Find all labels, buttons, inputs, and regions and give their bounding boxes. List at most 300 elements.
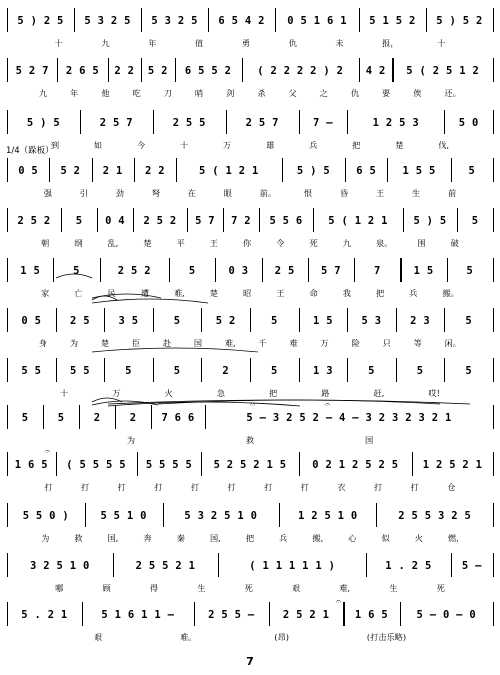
jianpu-notes: 5 3 2 5: [84, 14, 131, 27]
lyric-line: [13, 581, 487, 595]
lyric-char: 勇: [241, 37, 250, 48]
jianpu-notes: 2 5 2: [117, 264, 151, 277]
lyric-char: 破: [450, 237, 459, 248]
jianpu-notes: 5 0: [458, 116, 479, 129]
lyric-char: 路: [321, 387, 330, 398]
lyric-char: 打: [190, 481, 200, 492]
jianpu-notes: 1 6 5: [14, 458, 48, 471]
measure: [313, 208, 403, 234]
jianpu-notes: 5 2: [147, 64, 168, 77]
measure: [201, 452, 298, 478]
lyric-char: 万: [112, 387, 121, 398]
lyric-char: (昂): [274, 631, 289, 642]
lyric-char: 赶,: [373, 387, 385, 398]
jianpu-notes: 1 5 5: [402, 164, 436, 177]
lyric-char: 兵: [309, 139, 318, 150]
lyric-char: 要: [382, 87, 391, 98]
jianpu-notes: 2 5 5 2 1: [135, 559, 196, 572]
score-system: [0, 258, 500, 304]
barline: [493, 405, 494, 429]
measure: [153, 110, 226, 136]
measure: [49, 158, 91, 184]
jianpu-notes: 2 5 2: [17, 214, 51, 227]
jianpu-notes: 6 5 4 2: [218, 14, 265, 27]
lyric-char: 乱,: [107, 237, 119, 248]
lyric-char: 九: [38, 87, 48, 98]
lyric-char: 艰: [291, 582, 301, 593]
lyric-line: [13, 433, 487, 447]
jianpu-notes: 1 2 5 3: [372, 116, 419, 129]
lyric-char: 眼: [223, 187, 232, 198]
jianpu-notes: 1 5: [312, 314, 333, 327]
jianpu-notes: 5 1 5 2: [369, 14, 416, 27]
lyric-char: 昭: [243, 287, 252, 298]
lyric-char: 得: [149, 582, 159, 593]
lyric-char: 命: [309, 287, 318, 298]
lyric-char: 只: [382, 337, 391, 348]
jianpu-notes: 1 2 5 1 0: [297, 509, 358, 522]
lyric-char: 为: [126, 434, 136, 445]
jianpu-notes: 2 5 2 1: [282, 608, 330, 621]
lyric-char: 仇: [288, 37, 297, 48]
lyric-char: 九: [342, 237, 351, 248]
measure: [347, 308, 396, 334]
jianpu-notes: 0 3: [228, 264, 249, 277]
measure: [359, 58, 393, 84]
lyric-char: 死: [436, 582, 445, 593]
jianpu-notes: 5 3: [361, 314, 382, 327]
jianpu-notes: 5 ) 5: [26, 116, 60, 129]
measure: [7, 358, 56, 384]
jianpu-notes: 2: [93, 411, 101, 424]
lyric-char: 闲。: [444, 337, 461, 348]
jianpu-notes: 7 –: [312, 116, 333, 129]
measure: [451, 553, 493, 579]
jianpu-notes: 5 ) 5: [413, 214, 447, 227]
jianpu-notes: 5: [57, 411, 65, 424]
measure: [7, 308, 56, 334]
lyric-char: 还。: [444, 87, 461, 98]
lyric-char: 打: [410, 481, 419, 492]
lyric-char: 搬。: [442, 287, 459, 298]
lyric-char: 难。: [180, 631, 197, 642]
measure: [299, 110, 348, 136]
barline: [493, 452, 494, 476]
measure: [262, 258, 308, 284]
measure: [176, 158, 282, 184]
jianpu-notes: 2 5 5: [172, 116, 206, 129]
lyric-char: 国: [193, 337, 203, 348]
jianpu-notes: 5 5 6: [269, 214, 303, 227]
jianpu-notes: 5: [465, 314, 472, 327]
jianpu-notes: 5 ( 1 2 1: [199, 164, 259, 177]
jianpu-notes: ( 1 1 1 1 1 ): [249, 559, 336, 572]
measure: [141, 8, 208, 34]
measure: [444, 358, 493, 384]
lyric-char: 国: [364, 434, 374, 445]
lyric-char: 民: [107, 287, 116, 298]
barline: [493, 110, 494, 134]
score-system: [0, 602, 500, 648]
measure: [7, 58, 57, 84]
fermata-mark: 𝄐: [336, 597, 342, 607]
lyric-char: 雄: [266, 139, 275, 150]
measure: [133, 208, 187, 234]
jianpu-notes: 1 3: [312, 364, 333, 377]
jianpu-notes: 5: [188, 264, 196, 277]
jianpu-notes: 5 3 2 5: [151, 14, 198, 27]
jianpu-notes: 5: [173, 364, 181, 377]
jianpu-notes: 5: [125, 364, 132, 377]
lyric-char: 救: [74, 532, 83, 543]
lyric-char: 围: [417, 237, 426, 248]
jianpu-notes: 2 5 7: [99, 116, 133, 129]
jianpu-notes: 5 2 5 2 1 5: [213, 458, 287, 471]
lyric-char: 万: [320, 337, 329, 348]
lyric-char: 等: [413, 337, 422, 348]
jianpu-notes: 5: [75, 214, 83, 227]
measure: [444, 308, 493, 334]
lyric-char: 国,: [209, 532, 221, 543]
jianpu-notes: 5: [73, 264, 80, 277]
lyric-char: 哎!: [428, 387, 440, 398]
lyric-char: 哪: [55, 582, 64, 593]
lyric-char: 似: [381, 532, 390, 543]
jianpu-notes: 0 2 1 2 5 2 5: [312, 458, 399, 471]
jianpu-notes: 5 ( 1 2 1: [328, 214, 388, 227]
lyric-char: 今: [136, 139, 146, 150]
lyric-char: 楚: [209, 287, 218, 298]
lyric-char: 难,: [339, 582, 351, 593]
lyric-line: [13, 86, 487, 100]
lyric-char: 十: [60, 387, 69, 398]
measure: [201, 308, 250, 334]
measure: [153, 358, 202, 384]
lyric-char: 打: [227, 481, 236, 492]
jianpu-notes: 1 5: [20, 264, 41, 277]
measure: [354, 258, 400, 284]
measure: [447, 258, 493, 284]
jianpu-notes: 5: [21, 411, 29, 424]
lyric-char: 衣: [337, 481, 346, 492]
barline: [493, 8, 494, 32]
lyric-line: [13, 386, 487, 400]
measure: [259, 208, 313, 234]
lyric-char: 顾: [102, 582, 111, 593]
lyric-char: 你: [243, 237, 252, 248]
lyric-char: 前: [447, 187, 457, 198]
jianpu-notes: 7: [373, 264, 381, 277]
jianpu-notes: 0 4: [105, 214, 125, 227]
measure: [345, 158, 387, 184]
measure: [226, 110, 299, 136]
jianpu-notes: 1 2 5 2 1: [422, 458, 483, 471]
jianpu-notes: 1 6 5: [354, 608, 389, 621]
fermata-mark: 𝄐: [45, 447, 51, 457]
lyric-char: 王: [375, 187, 385, 198]
lyric-line: [13, 186, 487, 200]
score-system: [0, 208, 500, 254]
jianpu-notes: 2 5 5 –: [208, 608, 255, 621]
measure: [457, 208, 493, 234]
score-system: [0, 8, 500, 54]
lyric-char: 值: [194, 37, 204, 48]
barline: [493, 308, 494, 332]
lyric-char: 救: [245, 434, 255, 445]
measure: [92, 158, 134, 184]
lyric-char: 纲: [74, 237, 83, 248]
measure: [163, 503, 280, 529]
jianpu-notes: 5 7: [195, 214, 215, 227]
jianpu-notes: 2 5: [274, 264, 295, 277]
lyric-char: 劲: [115, 187, 124, 198]
lyric-char: 把: [352, 139, 361, 150]
jianpu-notes: 6 5: [356, 164, 377, 177]
lyric-char: 奔: [143, 532, 152, 543]
lyric-char: 引: [79, 187, 88, 198]
lyric-char: 杀: [257, 87, 266, 98]
jianpu-notes: 5 . 2 1: [21, 608, 68, 621]
measure: [7, 158, 49, 184]
jianpu-notes: 7 6 6: [161, 411, 195, 424]
lyric-char: 剑: [226, 87, 235, 98]
lyric-char: 泉。: [375, 237, 393, 248]
measure: [403, 208, 457, 234]
lyric-char: 打: [374, 481, 383, 492]
jianpu-notes: 5 5 5 5: [145, 458, 193, 471]
jianpu-notes: 2 6 5: [65, 64, 99, 77]
lyric-char: 弩: [151, 187, 160, 198]
measure: [387, 158, 450, 184]
lyric-char: 伐,: [438, 139, 450, 150]
score-system: [0, 405, 500, 451]
jianpu-notes: 2 5 5 3 2 5: [398, 509, 472, 522]
lyric-char: 火: [414, 532, 423, 543]
measure: [223, 208, 259, 234]
jianpu-notes: 5: [416, 364, 424, 377]
jianpu-notes: 0 5: [21, 314, 42, 327]
measure: [269, 602, 344, 628]
jianpu-notes: 5 5 0 ): [22, 509, 70, 522]
page-number: 7: [246, 655, 254, 668]
measure: [7, 602, 82, 628]
jianpu-notes: 5: [270, 364, 278, 377]
measure: [376, 503, 493, 529]
lyric-line: [13, 36, 487, 50]
lyric-char: 强: [43, 187, 52, 198]
measure: [7, 208, 61, 234]
score-system: [0, 452, 500, 498]
measure: [74, 8, 141, 34]
lyric-char: 他: [101, 87, 110, 98]
measure: [242, 58, 359, 84]
lyric-char: 王: [276, 287, 285, 298]
lyric-char: 报，: [382, 37, 399, 48]
lyric-char: 臣: [131, 337, 141, 348]
jianpu-notes: 5 2: [215, 314, 236, 327]
jianpu-notes: 5: [465, 364, 472, 377]
jianpu-notes: ( 5 5 5 5: [66, 458, 126, 471]
measure: [85, 503, 163, 529]
measure: [400, 258, 446, 284]
measure: [79, 405, 115, 431]
lyric-char: 把: [375, 287, 385, 298]
score-system: [0, 503, 500, 549]
jianpu-notes: 5 –: [461, 559, 482, 572]
measure: [396, 308, 445, 334]
lyric-char: 俟: [413, 87, 422, 98]
measure: [205, 405, 493, 431]
lyric-char: 九: [101, 37, 110, 48]
lyric-line: [13, 630, 487, 644]
lyric-char: 昏: [339, 187, 349, 198]
measure: [392, 58, 493, 84]
jianpu-notes: 1 . 2 5: [385, 559, 432, 572]
measure: [451, 158, 493, 184]
measure: [194, 602, 269, 628]
barline: [493, 553, 494, 577]
jianpu-notes: 7 2: [231, 214, 251, 227]
lyric-char: 千: [258, 337, 267, 348]
lyric-char: 艰: [93, 631, 103, 642]
tempo-marking: 1/4（跺板）: [6, 146, 54, 156]
jianpu-notes: 2 5 2: [143, 214, 177, 227]
measure: [299, 452, 412, 478]
fermata-mark: 𝄐: [250, 400, 256, 410]
jianpu-notes: 5 2 7: [15, 64, 49, 77]
lyric-char: 之: [319, 87, 328, 98]
lyric-char: 急: [216, 387, 225, 398]
lyric-char: 仓: [447, 481, 456, 492]
lyric-char: 为: [41, 532, 50, 543]
measure: [7, 8, 74, 34]
jianpu-notes: 4 2: [365, 64, 386, 77]
measure: [426, 8, 493, 34]
lyric-char: 前。: [259, 187, 277, 198]
measure: [250, 358, 299, 384]
jianpu-notes: 5: [471, 214, 479, 227]
jianpu-notes: 5 ) 2 5: [17, 14, 64, 27]
jianpu-notes: 2 5 7: [245, 116, 279, 129]
measure: [57, 58, 107, 84]
measure: [61, 208, 97, 234]
score-system: [0, 110, 500, 156]
jianpu-notes: 3 5: [118, 314, 139, 327]
lyric-char: 如: [93, 139, 103, 150]
lyric-char: 刀: [163, 87, 172, 98]
barline: [493, 58, 494, 82]
measure: [215, 258, 261, 284]
jianpu-notes: 5 5: [69, 364, 90, 377]
score-system: [0, 308, 500, 354]
measure: [113, 553, 219, 579]
measure: [175, 58, 242, 84]
score-system: [0, 553, 500, 599]
measure: [282, 158, 345, 184]
lyric-char: 死: [244, 582, 253, 593]
measure: [43, 405, 79, 431]
lyric-line: [13, 480, 487, 494]
measure: [347, 358, 396, 384]
jianpu-notes: 5 ) 5 2: [436, 14, 483, 27]
lyric-char: 年: [70, 87, 79, 98]
lyric-char: 我: [342, 287, 351, 298]
jianpu-notes: 2 3: [410, 314, 431, 327]
jianpu-notes: 5: [173, 314, 181, 327]
jianpu-notes: 5 5: [21, 364, 42, 377]
lyric-char: 国,: [107, 532, 119, 543]
jianpu-notes: 2 1: [102, 164, 123, 177]
measure: [100, 258, 169, 284]
jianpu-notes: 5 ( 2 5 1 2: [406, 64, 480, 77]
fermata-mark: 𝄐: [325, 400, 331, 410]
measure: [412, 452, 493, 478]
measure: [169, 258, 215, 284]
measure: [444, 110, 493, 136]
measure: [115, 405, 151, 431]
measure: [7, 110, 80, 136]
jianpu-notes: 5 ) 5: [296, 164, 330, 177]
lyric-char: 仇: [350, 87, 360, 98]
measure: [82, 602, 194, 628]
lyric-char: 朝: [41, 237, 50, 248]
lyric-char: 楚: [143, 237, 152, 248]
jianpu-notes: 5 1 6 1 1 –: [101, 608, 175, 621]
measure: [275, 8, 359, 34]
measure: [208, 8, 275, 34]
lyric-char: 打: [81, 481, 90, 492]
lyric-line: [13, 236, 487, 250]
measure: [153, 308, 202, 334]
lyric-char: 十: [179, 139, 189, 150]
lyric-char: 生: [389, 582, 398, 593]
lyric-char: 年: [148, 37, 157, 48]
lyric-char: (打击乐略): [366, 631, 407, 642]
lyric-char: 平: [176, 237, 185, 248]
lyric-char: 未: [335, 37, 344, 48]
barline: [493, 158, 494, 182]
jianpu-notes: 2: [222, 364, 229, 377]
barline: [493, 602, 494, 626]
lyric-char: 兵: [279, 532, 288, 543]
measure: [97, 208, 133, 234]
lyric-line: [13, 138, 487, 152]
measure: [56, 308, 105, 334]
measure: [104, 358, 153, 384]
lyric-char: 打: [154, 481, 163, 492]
measure: [343, 602, 399, 628]
lyric-char: 楚: [395, 139, 404, 150]
jianpu-notes: 2 5: [69, 314, 90, 327]
measure: [134, 158, 176, 184]
measure: [396, 358, 445, 384]
jianpu-notes: 5 2: [60, 164, 81, 177]
lyric-char: 生: [197, 582, 206, 593]
score-system: [0, 358, 500, 404]
measure: [299, 308, 348, 334]
measure: [201, 358, 250, 384]
measure: [7, 405, 43, 431]
jianpu-notes: 0 5: [18, 164, 39, 177]
jianpu-notes: 2: [129, 411, 137, 424]
measure: [218, 553, 366, 579]
measure: [56, 358, 105, 384]
lyric-char: 搬,: [312, 532, 324, 543]
barline: [493, 208, 494, 232]
lyric-char: 火: [164, 387, 173, 398]
jianpu-notes: 0 5 1 6 1: [287, 14, 347, 27]
lyric-line: [13, 531, 487, 545]
